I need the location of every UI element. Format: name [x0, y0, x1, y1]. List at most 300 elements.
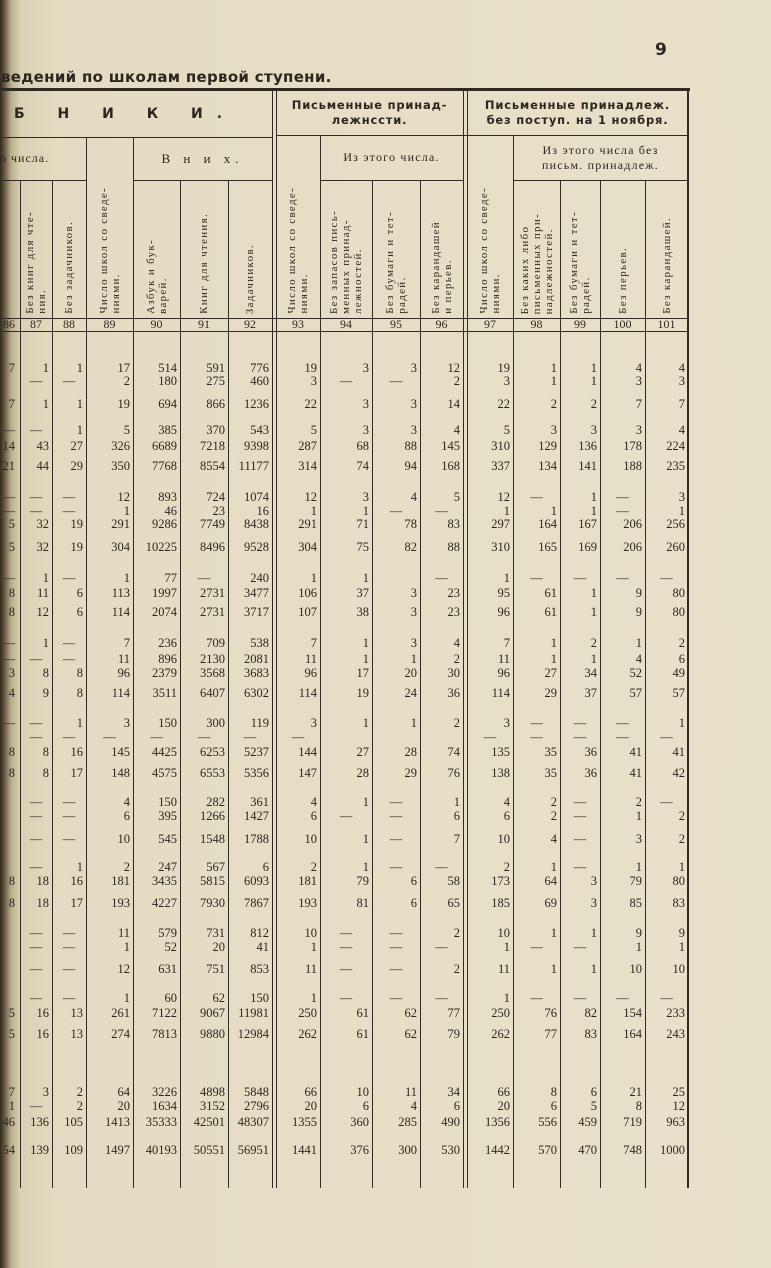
table-cell: —: [573, 795, 587, 809]
table-cell: 4227: [152, 896, 177, 910]
table-cell: 1: [42, 636, 49, 650]
table-cell: 12984: [237, 1027, 269, 1041]
header-group-writing-supplies-of-which: Из этого числа.: [343, 150, 440, 164]
table-cell: 95: [497, 586, 510, 600]
table-cell: 1: [362, 860, 369, 874]
table-cell: 19: [70, 540, 83, 554]
table-cell: 3: [678, 374, 685, 388]
table-cell: 490: [441, 1115, 460, 1129]
table-cell: 7: [503, 636, 510, 650]
table-cell: 570: [538, 1143, 557, 1157]
table-cell: 10: [497, 926, 510, 940]
table-row: [0, 374, 690, 388]
table-cell: 631: [158, 962, 177, 976]
header-group-writing-supplies-november-of-which: Из этого числа без письм. принадлеж.: [542, 143, 659, 172]
table-cell: 2: [453, 374, 460, 388]
column-header: [180, 180, 228, 318]
table-cell: 114: [298, 686, 317, 700]
table-cell: 106: [298, 586, 317, 600]
table-cell: 310: [491, 439, 510, 453]
column-header-label: Число школ со сведе- ниями.: [97, 187, 122, 314]
table-cell: 6: [76, 605, 83, 619]
table-cell: 247: [158, 860, 177, 874]
table-cell: 853: [250, 962, 269, 976]
table-cell: 262: [298, 1027, 317, 1041]
table-cell: 18: [36, 896, 49, 910]
table-cell: —: [483, 730, 497, 744]
table-cell-cropped: 5: [8, 1027, 15, 1041]
table-cell: 1: [550, 504, 557, 518]
table-cell: —: [389, 926, 403, 940]
table-cell: 5: [453, 490, 460, 504]
table-cell: —: [616, 730, 629, 744]
table-cell: 173: [491, 874, 510, 888]
table-cell-cropped: [0, 940, 18, 954]
table-cell: 7867: [244, 896, 269, 910]
table-cell: —: [573, 860, 587, 874]
table-cell: 88: [447, 540, 460, 554]
table-cell: 1: [635, 940, 642, 954]
table-cell: 896: [158, 652, 177, 666]
table-cell-cropped: 8: [8, 586, 15, 600]
table-cell: 75: [356, 540, 369, 554]
table-cell: —: [29, 374, 43, 388]
table-cell: —: [339, 991, 353, 1005]
table-cell: 76: [544, 1006, 557, 1020]
table-cell: 24: [404, 686, 417, 700]
table-cell: 3568: [200, 666, 225, 680]
table-cell: 7813: [152, 1027, 177, 1041]
table-cell: 27: [356, 745, 369, 759]
table-cell: 224: [666, 439, 685, 453]
table-cell: 83: [447, 517, 460, 531]
table-cell: [320, 730, 372, 744]
table-cell: 64: [544, 874, 557, 888]
table-cell: 11: [304, 652, 317, 666]
table-cell: 9: [42, 686, 49, 700]
table-cell: 395: [158, 809, 177, 823]
table-cell: 4: [635, 361, 642, 375]
table-cell-cropped: 21: [2, 459, 15, 473]
table-cell: 274: [111, 1027, 130, 1041]
table-cell: 168: [441, 459, 460, 473]
table-cell: 96: [304, 666, 317, 680]
table-row: [0, 1115, 690, 1129]
column-number: 99: [574, 318, 586, 331]
column-number: 101: [657, 318, 676, 331]
table-cell: 543: [250, 423, 269, 437]
table-cell: 291: [298, 517, 317, 531]
table-cell: 326: [111, 439, 130, 453]
table-cell: 20: [304, 1099, 317, 1113]
table-cell: —: [291, 730, 305, 744]
table-cell: 1: [362, 571, 369, 585]
table-cell-cropped: 7: [8, 397, 15, 411]
table-cell: 3511: [152, 686, 177, 700]
column-number: 91: [198, 318, 210, 331]
table-cell: 1: [550, 962, 557, 976]
table-cell: —: [62, 940, 76, 954]
table-cell: 7: [453, 832, 460, 846]
header-group-writing-supplies-november: Письменные принадлеж. без поступ. на 1 ноября.: [484, 98, 671, 127]
table-cell: 30: [447, 666, 460, 680]
table-cell: 361: [250, 795, 269, 809]
table-cell: 85: [629, 896, 642, 910]
table-cell-cropped: —: [2, 636, 16, 650]
table-cell-cropped: —: [2, 490, 16, 504]
table-row: [0, 397, 690, 411]
table-cell: 69: [544, 896, 557, 910]
table-cell: 724: [206, 490, 225, 504]
table-cell: 41: [672, 745, 685, 759]
table-cell: 6689: [152, 439, 177, 453]
table-cell: 16: [70, 745, 83, 759]
column-header-label: Без задачников.: [63, 221, 75, 314]
header-group-textbooks-among-them: В н и х.: [161, 151, 244, 166]
table-cell: 4: [123, 795, 130, 809]
table-cell: 2: [678, 832, 685, 846]
table-cell: 5: [310, 423, 317, 437]
table-cell: 1: [590, 926, 597, 940]
table-cell: —: [62, 809, 76, 823]
table-cell: 376: [350, 1143, 369, 1157]
table-cell: 41: [629, 766, 642, 780]
table-row: [0, 991, 690, 1005]
table-cell: 107: [298, 605, 317, 619]
table-cell: 5: [503, 423, 510, 437]
table-cell: —: [243, 730, 257, 744]
table-cell: 2: [550, 795, 557, 809]
table-cell: 11: [117, 926, 130, 940]
table-cell-cropped: 8: [8, 745, 15, 759]
table-cell: 6: [410, 896, 417, 910]
table-cell: 1: [76, 716, 83, 730]
table-cell: —: [29, 962, 43, 976]
table-cell: 2: [678, 636, 685, 650]
table-cell: 17: [356, 666, 369, 680]
table-cell: —: [389, 832, 403, 846]
table-cell: 48307: [237, 1115, 269, 1129]
table-cell: 35333: [145, 1115, 177, 1129]
table-cell: 2: [453, 716, 460, 730]
table-cell: 1: [550, 926, 557, 940]
table-row: [0, 504, 690, 518]
table-cell: 360: [350, 1115, 369, 1129]
table-cell: 136: [578, 439, 597, 453]
table-cell-cropped: 8: [8, 896, 15, 910]
rule-line: [0, 88, 690, 91]
table-cell: 6302: [244, 686, 269, 700]
table-cell: 150: [158, 716, 177, 730]
table-cell: 893: [158, 490, 177, 504]
table-cell: 12: [304, 490, 317, 504]
table-row: [0, 795, 690, 809]
column-number: 90: [150, 318, 163, 331]
column-number: 95: [390, 318, 402, 331]
table-cell: —: [616, 571, 629, 585]
table-cell: 287: [298, 439, 317, 453]
table-cell: 748: [623, 1143, 642, 1157]
table-cell: 29: [70, 459, 83, 473]
table-cell: 866: [206, 397, 225, 411]
table-cell: —: [435, 504, 448, 518]
table-cell: 9: [635, 586, 642, 600]
table-cell: 1: [362, 795, 369, 809]
table-cell: 1: [503, 504, 510, 518]
column-number: 97: [484, 318, 496, 331]
table-cell: —: [435, 991, 448, 1005]
table-row: [0, 571, 690, 585]
table-cell: 94: [404, 459, 417, 473]
table-cell: 1: [310, 940, 317, 954]
table-cell: 694: [158, 397, 177, 411]
table-cell: 150: [158, 795, 177, 809]
table-cell: 1: [678, 860, 685, 874]
table-cell: —: [29, 730, 43, 744]
table-cell: [372, 730, 420, 744]
table-cell: 250: [298, 1006, 317, 1020]
table-cell: 12: [117, 962, 130, 976]
table-cell: 20: [497, 1099, 510, 1113]
table-cell: 79: [629, 874, 642, 888]
table-cell: 138: [491, 766, 510, 780]
table-cell: 8: [550, 1085, 557, 1099]
table-cell: 165: [538, 540, 557, 554]
table-cell: 2: [453, 926, 460, 940]
table-cell: 1266: [200, 809, 225, 823]
table-cell: 145: [441, 439, 460, 453]
table-cell: 65: [447, 896, 460, 910]
table-cell: 10225: [145, 540, 177, 554]
table-cell: 6: [678, 652, 685, 666]
table-cell: 36: [447, 686, 460, 700]
table-cell: 61: [544, 586, 557, 600]
table-cell: 282: [206, 795, 225, 809]
table-cell: 21: [629, 1085, 642, 1099]
table-cell: 1000: [660, 1143, 685, 1157]
table-cell: 240: [250, 571, 269, 585]
table-cell: 1: [453, 795, 460, 809]
table-cell: 6093: [244, 874, 269, 888]
table-cell: 1634: [152, 1099, 177, 1113]
table-row: [0, 940, 690, 954]
table-cell: 6: [362, 1099, 369, 1113]
table-cell: 1: [590, 374, 597, 388]
table-cell: 261: [111, 1006, 130, 1020]
table-cell: 181: [298, 874, 317, 888]
table-cell: 193: [298, 896, 317, 910]
table-cell: 17: [70, 766, 83, 780]
table-cell: 134: [538, 459, 557, 473]
table-cell: 1: [678, 716, 685, 730]
table-cell: 370: [206, 423, 225, 437]
table-cell: 8: [635, 1099, 642, 1113]
table-cell: —: [530, 991, 543, 1005]
table-cell: 16: [256, 504, 269, 518]
table-cell: 3: [362, 423, 369, 437]
table-cell: —: [62, 571, 76, 585]
table-cell: 11: [304, 962, 317, 976]
table-cell: 178: [623, 439, 642, 453]
table-cell: —: [150, 730, 163, 744]
table-cell-cropped: 46: [2, 1115, 15, 1129]
table-cell: 4: [410, 1099, 417, 1113]
table-cell: 1: [310, 991, 317, 1005]
table-row: [0, 490, 690, 504]
table-row: [0, 730, 690, 744]
table-cell: 11: [497, 962, 510, 976]
table-cell: 40193: [145, 1143, 177, 1157]
table-cell: 169: [578, 540, 597, 554]
table-cell: 154: [623, 1006, 642, 1020]
table-cell: 459: [578, 1115, 597, 1129]
table-cell: 1: [362, 504, 369, 518]
table-row: [0, 652, 690, 666]
table-cell: 1: [362, 636, 369, 650]
table-cell: 139: [30, 1143, 49, 1157]
table-cell: 82: [404, 540, 417, 554]
table-cell: 36: [584, 745, 597, 759]
table-cell: 12: [672, 1099, 685, 1113]
column-header: [467, 135, 513, 318]
table-cell: 709: [206, 636, 225, 650]
column-header: [20, 180, 52, 318]
table-cell: 470: [578, 1143, 597, 1157]
table-cell: 4: [635, 652, 642, 666]
table-row: [0, 1006, 690, 1020]
table-cell: 193: [111, 896, 130, 910]
table-cell: 350: [111, 459, 130, 473]
table-cell: 812: [250, 926, 269, 940]
table-cell: 2731: [200, 586, 225, 600]
table-cell: 250: [491, 1006, 510, 1020]
table-cell: 3: [635, 832, 642, 846]
table-cell: 10: [497, 832, 510, 846]
table-cell: 4: [678, 361, 685, 375]
table-cell: 23: [212, 504, 225, 518]
table-cell: 579: [158, 926, 177, 940]
table-cell: 6: [453, 1099, 460, 1113]
column-header: [513, 180, 560, 318]
table-cell: 2: [550, 397, 557, 411]
table-cell-cropped: [0, 374, 18, 388]
table-cell: 8438: [244, 517, 269, 531]
table-cell: 300: [206, 716, 225, 730]
table-cell: 6: [453, 809, 460, 823]
table-cell: 41: [629, 745, 642, 759]
table-cell: 9067: [200, 1006, 225, 1020]
table-cell: —: [573, 730, 587, 744]
table-cell: 23: [447, 586, 460, 600]
table-cell: —: [29, 832, 43, 846]
table-row: [0, 605, 690, 619]
table-cell: 1: [76, 860, 83, 874]
table-cell: —: [530, 571, 543, 585]
table-cell: —: [29, 860, 43, 874]
table-row: [0, 517, 690, 531]
table-cell: 80: [672, 586, 685, 600]
table-cell: 71: [356, 517, 369, 531]
table-cell: 6: [76, 586, 83, 600]
table-cell: —: [616, 716, 629, 730]
table-cell: 6: [410, 874, 417, 888]
table-cell: —: [339, 809, 353, 823]
table-cell-cropped: [0, 832, 18, 846]
table-cell: 61: [356, 1006, 369, 1020]
table-cell: 1: [635, 860, 642, 874]
table-cell: 776: [250, 361, 269, 375]
table-cell: 6: [310, 809, 317, 823]
table-cell: 19: [70, 517, 83, 531]
table-cell: 291: [111, 517, 130, 531]
table-cell: 5237: [244, 745, 269, 759]
table-cell: —: [29, 423, 43, 437]
table-cell: 1: [410, 652, 417, 666]
table-cell: 11: [36, 586, 49, 600]
table-cell: 1: [362, 652, 369, 666]
table-cell: 1: [503, 571, 510, 585]
table-cell: 144: [298, 745, 317, 759]
table-row: [0, 586, 690, 600]
table-cell: 64: [117, 1085, 130, 1099]
table-cell-cropped: [0, 926, 18, 940]
table-cell: 77: [544, 1027, 557, 1041]
table-cell-cropped: [0, 730, 18, 744]
table-cell: —: [530, 716, 543, 730]
table-cell: 52: [164, 940, 177, 954]
column-header-label: Без бумаги и тет- радей.: [568, 211, 592, 314]
table-cell: 1: [362, 716, 369, 730]
table-cell: 2: [590, 636, 597, 650]
table-cell: 3: [310, 716, 317, 730]
table-cell: 460: [250, 374, 269, 388]
table-cell: 32: [36, 517, 49, 531]
table-cell: 9528: [244, 540, 269, 554]
table-cell: 4575: [152, 766, 177, 780]
table-cell: 1: [123, 504, 130, 518]
table-row: [0, 832, 690, 846]
table-row: [0, 1143, 690, 1157]
table-cell: 23: [447, 605, 460, 619]
table-cell: 4: [678, 423, 685, 437]
table-cell: 3717: [244, 605, 269, 619]
table-cell: 6: [503, 809, 510, 823]
table-cell: 13: [70, 1027, 83, 1041]
table-row: [0, 423, 690, 437]
table-cell: 2: [503, 860, 510, 874]
table-cell: 180: [158, 374, 177, 388]
table-cell: 7122: [152, 1006, 177, 1020]
table-cell: 3: [590, 874, 597, 888]
table-cell: 12: [497, 490, 510, 504]
rule-line: [0, 331, 688, 332]
table-cell: —: [29, 490, 43, 504]
table-cell: 567: [206, 860, 225, 874]
table-cell: 7768: [152, 459, 177, 473]
table-cell: 1074: [244, 490, 269, 504]
table-cell-cropped: [0, 795, 18, 809]
table-cell: 7: [678, 397, 685, 411]
column-header: [276, 135, 320, 318]
table-cell: —: [197, 730, 211, 744]
table-cell: 114: [111, 686, 130, 700]
table-cell: 77: [447, 1006, 460, 1020]
table-cell: 11177: [238, 459, 269, 473]
table-cell: 185: [491, 896, 510, 910]
header-group-textbooks-of-which: о числа.: [0, 151, 50, 165]
table-cell: —: [573, 716, 587, 730]
table-cell: 2130: [200, 652, 225, 666]
